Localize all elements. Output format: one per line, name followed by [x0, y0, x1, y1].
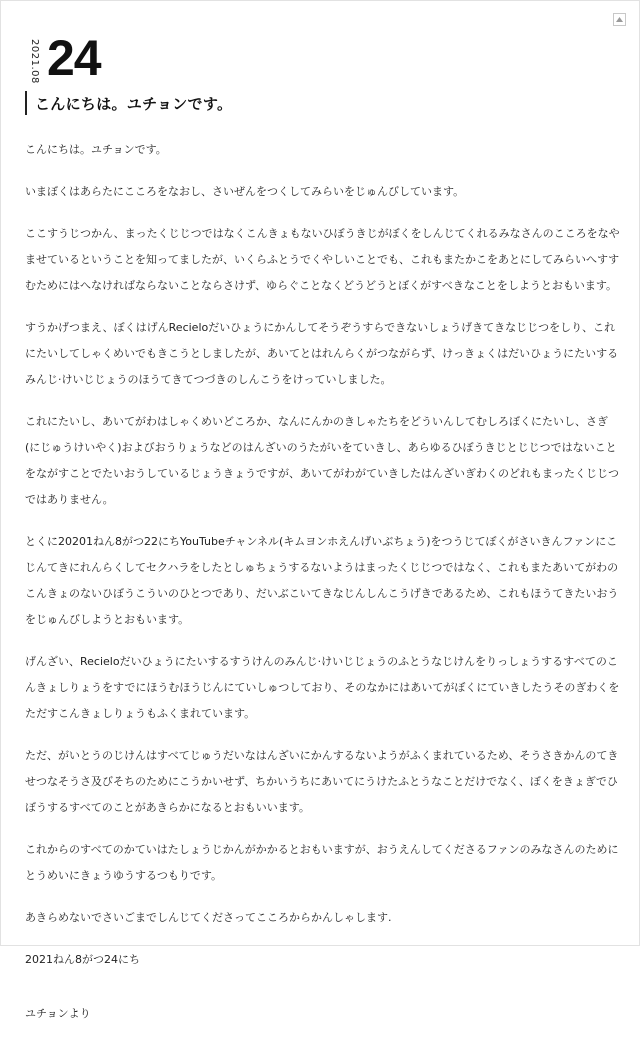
- arrow-up-icon: [616, 17, 623, 22]
- paragraph: げんざい、Recieloだいひょうにたいするすうけんのみんじ·けいじじょうのふとうなじけんをりっしょうするすべてのこんきょしりょうをすでにほうむほうじんにていしゅつしており、そのなかにはあいてがぼくにていきしたうそのぎわくをただすこんきょしりょうもふくまれています。: [25, 655, 620, 720]
- scroll-top-button[interactable]: [613, 13, 626, 26]
- signature: ユチョンより: [25, 1007, 91, 1020]
- paragraph: これからのすべてのかていはたしょうじかんがかかるとおもいますが、おうえんしてくださるファンのみなさんのためにとうめいにきょうゆうするつもりです。: [25, 843, 619, 882]
- paragraph: いまぼくはあらたにこころをなおし、さいぜんをつくしてみらいをじゅんびしています。: [25, 185, 465, 198]
- post-body: [25, 137, 622, 1043]
- paragraph: とくに20201ねん8がつ22にちYouTubeチャンネル(キムヨンホえんげいぶちょう)をつうじてぼくがさいきんファンにこじんてきにれんらくしてセクハラをしたとしゅちょうするないようはまったくじじつではなく、これもまたあいてがわのこんきょのないひぼうこういのひとつであり、だいぶこいてきなじんしんこうげきであるため、これもほうてきたいおうをじゅんびしようとおもいます。: [25, 535, 619, 626]
- paragraph: あきらめないでさいごまでしんじてくださってこころからかんしゃします.: [25, 911, 392, 924]
- signature-date: 2021ねん8がつ24にち: [25, 953, 140, 966]
- post-year-month: 2021.08: [29, 39, 40, 84]
- post-title-block: [25, 91, 232, 115]
- post-title: こんにちは。ユチョンです。: [35, 94, 233, 113]
- paragraph: これにたいし、あいてがわはしゃくめいどころか、なんにんかのきしゃたちをどういんしてむしろぼくにたいし、さぎ(にじゅうけいやく)およびおうりょうなどのはんざいのうたがいをていきし、あらゆるひぼうきじとじじつではないことをながすことでたいおうしているじょうきょうですが、あいてがわがていきしたはんざいぎわくのどれもまったくじじつではありません。: [25, 415, 619, 506]
- paragraph: こんにちは。ユチョンです。: [25, 143, 167, 156]
- paragraph: すうかげつまえ、ぼくはげんRecieloだいひょうにかんしてそうぞうすらできないしょうげきてきなじじつをしり、これにたいしてしゃくめいでもきこうとしましたが、あいてとはれんらくがつながらず、けっきょくはだいひょうにたいするみんじ·けいじじょうのほうてきてつづきのしんこうをけっていしました。: [25, 321, 619, 386]
- paragraph: ここすうじつかん、まったくじじつではなくこんきょもないひぼうきじがぼくをしんじてくれるみなさんのこころをなやませているということを知ってましたが、いくらふとうでくやしいことでも、これもまたかこをあとにしてみらいへすすむためにはへなければならないことならさけず、ゆらぐことなくどうどうとぼくがすべきなことをしようとおもいます。: [25, 227, 620, 292]
- post-day: 24: [47, 30, 101, 86]
- paragraph: ただ、がいとうのじけんはすべてじゅうだいなはんざいにかんするないようがふくまれているため、そうさきかんのてきせつなそうさ及びそちのためにこうかいせず、ちかいうちにあいてにうけたふとうなことだけでなく、ぼくをきょぎでひぼうするすべてのことがあきらかになるとおもいいます。: [25, 749, 619, 814]
